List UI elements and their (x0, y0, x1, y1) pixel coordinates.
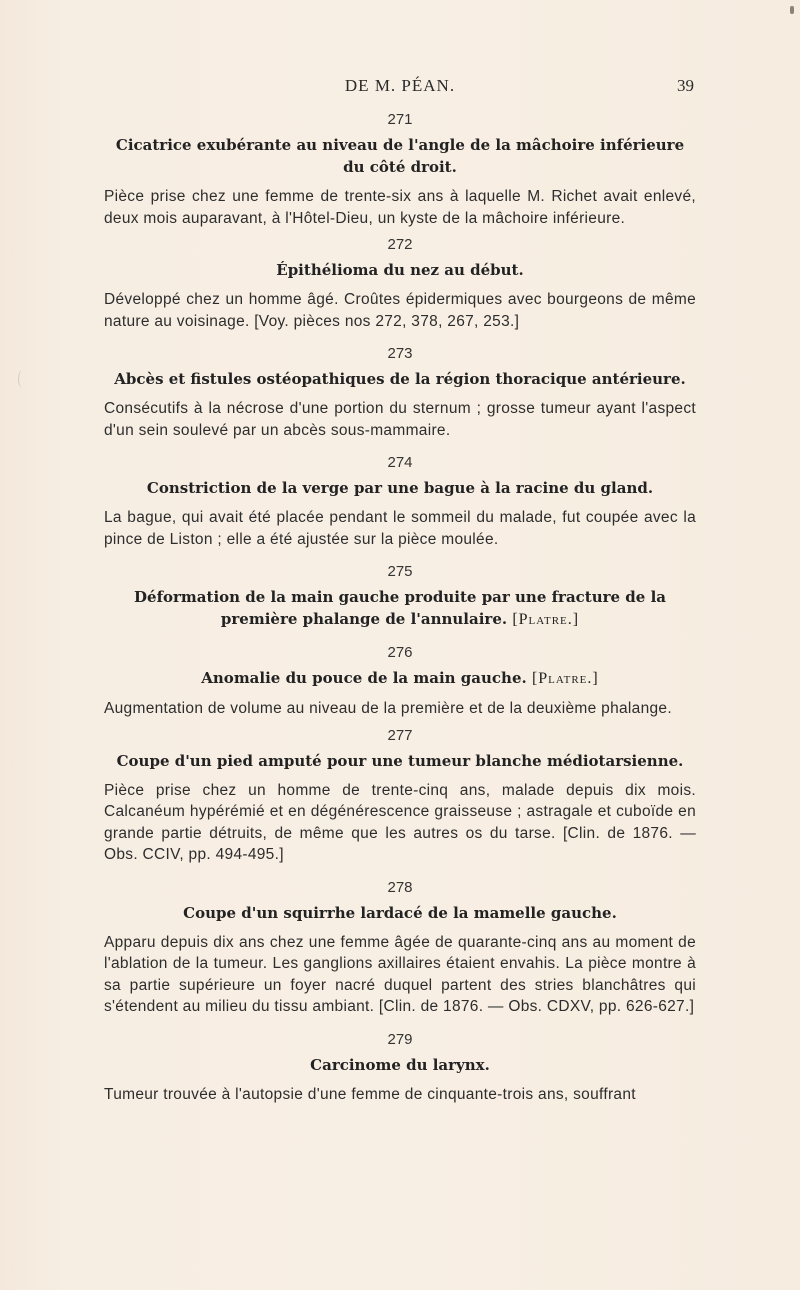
entry-271 (104, 110, 696, 229)
entry-title: Carcinome du larynx. (310, 1055, 490, 1074)
entry-276 (104, 643, 696, 720)
entry-number: 272 (387, 236, 413, 253)
entry-title: Coupe d'un squirrhe lardacé de la mamelle gauche. (183, 903, 617, 922)
entry-278 (104, 878, 696, 1018)
entry-title: Abcès et fistules ostéopathiques de la région thoracique antérieure. (114, 370, 686, 388)
entry-body: Tumeur trouvée à l'autopsie d'une femme de cinquante-trois ans, souffrant (104, 1085, 636, 1103)
entry-279 (104, 1030, 696, 1106)
entry-277 (104, 726, 696, 866)
entry-title (104, 586, 696, 631)
entry-title-note: [Platre.] (531, 670, 599, 687)
entry-number: 273 (387, 345, 413, 362)
entry-number: 278 (387, 878, 413, 896)
entry-title-text: Anomalie du pouce de la main gauche. (201, 669, 527, 687)
entry-body: Apparu depuis dix ans chez une femme âgée de quarante-cinq ans au moment de l'ablation de la tumeur. Les ganglions axillaires étaient envahis. La pièce montre à sa partie supérieure un foyer nacré duquel partent des stries blanchâtres qui s'étendent au milieu du tissu ambiant. [Clin. de 1876. — Obs. CDXV, pp. 626-627.] (104, 933, 696, 1015)
entry-number: 277 (387, 726, 413, 744)
entry-number: 276 (387, 644, 413, 661)
entry-number: 279 (387, 1030, 413, 1048)
entry-title-text: Déformation de la main gauche produite par une fracture de la première phalange de l'annulaire. (134, 588, 666, 628)
entry-275 (104, 562, 696, 631)
entry-273 (104, 344, 696, 441)
entry-title-note: [Platre.] (512, 611, 580, 628)
entry-body: Pièce prise chez une femme de trente-six ans à laquelle M. Richet avait enlevé, deux mois auparavant, à l'Hôtel-Dieu, un kyste de la mâchoire inférieure. (104, 188, 696, 227)
entry-272 (104, 235, 696, 332)
entry-title: Coupe d'un pied amputé pour une tumeur blanche médiotarsienne. (116, 751, 684, 770)
entry-body: La bague, qui avait été placée pendant le sommeil du malade, fut coupée avec la pince de Liston ; elle a été ajustée sur la pièce moulée. (104, 509, 696, 548)
entry-title: Constriction de la verge par une bague à la racine du gland. (146, 479, 654, 497)
page-number: 39 (677, 76, 694, 95)
entry-body: Augmentation de volume au niveau de la première et de la deuxième phalange. (104, 700, 672, 717)
page-edge-mark (790, 6, 794, 14)
entry-title (104, 667, 696, 690)
catalogue-entries (104, 104, 696, 1105)
running-title: DE M. PÉAN. (344, 76, 456, 95)
running-head (104, 76, 696, 98)
entry-number: 275 (387, 563, 413, 580)
entry-title: Cicatrice exubérante au niveau de l'angle de la mâchoire inférieure du côté droit. (115, 136, 685, 176)
entry-number: 271 (387, 111, 413, 128)
entry-body: Consécutifs à la nécrose d'une portion du sternum ; grosse tumeur ayant l'aspect d'un sein soulevé par un abcès sous-mammaire. (104, 400, 696, 439)
entry-body: Développé chez un homme âgé. Croûtes épidermiques avec bourgeons de même nature au voisinage. [Voy. pièces nos 272, 378, 267, 253.] (104, 291, 696, 330)
entry-274 (104, 453, 696, 550)
margin-smudge (18, 370, 27, 388)
entry-body: Pièce prise chez un homme de trente-cinq ans, malade depuis dix mois. Calcanéum hypérémié et en dégénérescence graisseuse ; astragale et cuboïde en grande partie détruits, de même que les autres os du tarse. [Clin. de 1876. — Obs. CCIV, pp. 494-495.] (104, 781, 696, 863)
entry-number: 274 (387, 454, 413, 471)
entry-title: Épithélioma du nez au début. (276, 261, 524, 279)
